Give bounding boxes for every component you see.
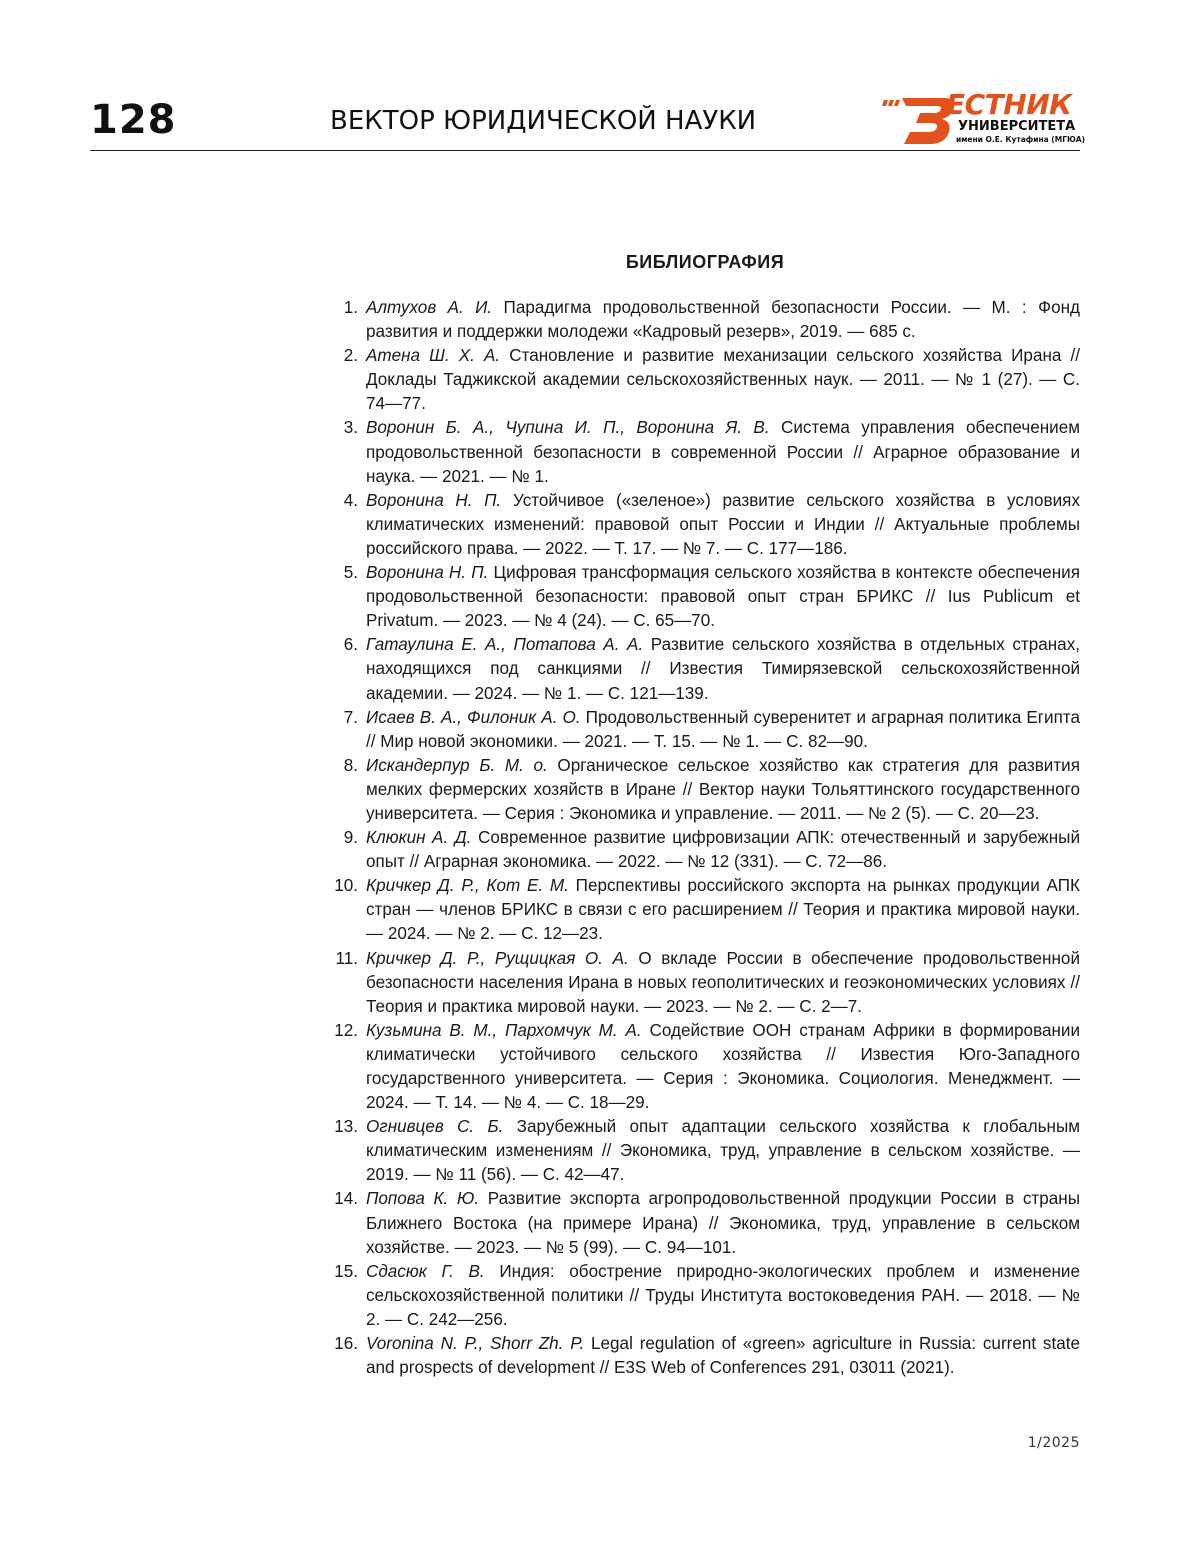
page-number: 128 [90,97,177,143]
reference-number: 6. [343,635,358,655]
reference-number: 12. [334,1020,358,1040]
reference-number: 15. [334,1261,358,1281]
reference-authors: Гатаулина Е. А., Потапова А. А. [366,635,644,655]
reference-authors: Кричкер Д. Р., Кот Е. М. [366,876,569,896]
bibliography-item [324,416,1080,488]
reference-text [366,1332,1080,1380]
bibliography-item [324,489,1080,561]
reference-body: Содействие ООН странам Африки в формировании климатически устойчивого сельского хозяйства // Известия Юго-Западного государственного университета. — Серия : Экономика. Социология. Менеджмент. — 2024. — Т. 14. — № 4. — С. 18—29. [366,1020,1080,1113]
reference-text [366,344,1080,416]
reference-body: Индия: обострение природно-экологических проблем и изменение сельскохозяйственной политики // Труды Института востоковедения РАН. — 2018. — № 2. — С. 242—256. [366,1261,1080,1329]
reference-body: Система управления обеспечением продовольственной безопасности в современной России // Аграрное образование и наука. — 2021. — № 1. [366,418,1080,486]
reference-body: Цифровая трансформация сельского хозяйства в контексте обеспечения продовольственной безопасности: правовой опыт стран БРИКС // Ius Publicum et Privatum. — 2023. — № 4 (24). — С. 65—70. [366,563,1080,631]
reference-number: 8. [343,755,358,775]
logo-university: УНИВЕРСИТЕТА [958,119,1076,134]
reference-body: Развитие сельского хозяйства в отдельных странах, находящихся под санкциями // Известия Тимирязевской сельскохозяйственной академии. — 2024. — № 1. — С. 121—139. [366,635,1080,703]
reference-body: Органическое сельское хозяйство как стратегия для развития мелких фермерских хозяйств в Иране // Вектор науки Тольяттинского государственного университета. — Серия : Экономика и управление. — 2011. — № 2 (5). — С. 20—23. [366,755,1080,823]
reference-text [366,489,1080,561]
reference-text [366,416,1080,488]
reference-body: Перспективы российского экспорта на рынках продукции АПК стран — членов БРИКС в связи с его расширением // Теория и практика мировой науки. — 2024. — № 2. — С. 12—23. [366,876,1080,944]
reference-number: 10. [334,876,358,896]
bibliography-item [324,706,1080,754]
reference-number: 16. [334,1334,358,1354]
bibliography-item [324,1260,1080,1332]
reference-text [366,296,1080,344]
reference-number: 11. [335,948,358,968]
reference-body: Legal regulation of «green» agriculture in Russia: current state and prospects of development // E3S Web of Conferences 291, 03011 (2021). [366,1334,1080,1378]
reference-authors: Кузьмина В. М., Пархомчук М. А. [366,1020,642,1040]
reference-authors: Атена Ш. Х. А. [366,346,501,366]
vestnik-logo [882,88,1086,148]
reference-number: 9. [343,828,358,848]
bibliography-item [324,1332,1080,1380]
reference-authors: Искандерпур Б. М. о. [366,755,548,775]
reference-body: Становление и развитие механизации сельского хозяйства Ирана // Доклады Таджикской академии сельскохозяйственных наук. — 2011. — № 1 (27). — С. 74—77. [366,346,1080,414]
reference-authors: Сдасюк Г. В. [366,1261,485,1281]
bibliography-item [324,633,1080,705]
reference-text [366,561,1080,633]
issue-number: 1/2025 [1027,1435,1080,1451]
header-divider [90,150,1080,151]
bibliography-item [324,947,1080,1019]
reference-body: Устойчивое («зеленое») развитие сельского хозяйства в условиях климатических изменений: правовой опыт России и Индии // Актуальные проблемы российского права. — 2022. — Т. 17. — № 7. — С. 177—186. [366,490,1080,558]
reference-body: Продовольственный суверенитет и аграрная политика Египта // Мир новой экономики. — 2021. — Т. 15. — № 1. — С. 82—90. [366,707,1080,751]
reference-text [366,826,1080,874]
reference-text [366,1019,1080,1115]
reference-text [366,633,1080,705]
reference-number: 7. [343,707,358,727]
bibliography-title: БИБЛИОГРАФИЯ [625,252,785,272]
reference-body: О вкладе России в обеспечение продовольственной безопасности населения Ирана в новых геополитических и геоэкономических условиях // Теория и практика мировой науки. — 2023. — № 2. — С. 2—7. [366,948,1080,1016]
reference-number: 3. [343,418,358,438]
bibliography-item [324,754,1080,826]
bibliography-item [324,826,1080,874]
reference-number: 5. [343,563,358,583]
reference-body: Развитие экспорта агропродовольственной продукции России в страны Ближнего Востока (на примере Ирана) // Экономика, труд, управление в сельском хозяйстве. — 2023. — № 5 (99). — С. 94—101. [366,1189,1080,1257]
reference-authors: Воронина Н. П. [366,563,489,583]
bibliography-item [324,1187,1080,1259]
logo-word: ЕСТНИК [946,88,1072,121]
reference-number: 14. [334,1189,358,1209]
reference-authors: Огнивцев С. Б. [366,1117,504,1137]
reference-text [366,947,1080,1019]
logo-subtitle: имени О.Е. Кутафина (МГЮА) [956,135,1086,144]
bibliography-item [324,561,1080,633]
reference-number: 1. [343,298,358,317]
reference-text [366,1260,1080,1332]
reference-text [366,706,1080,754]
reference-body: Парадигма продовольственной безопасности России. — М. : Фонд развития и поддержки молодежи «Кадровый резерв», 2019. — 685 с. [366,298,1080,342]
reference-text [366,874,1080,946]
bibliography-item [324,296,1080,344]
reference-text [366,1115,1080,1187]
reference-authors: Воронина Н. П. [366,490,502,510]
reference-authors: Voronina N. P., Shorr Zh. P. [366,1334,585,1354]
bibliography-item [324,874,1080,946]
reference-text [366,754,1080,826]
reference-authors: Попова К. Ю. [366,1189,480,1209]
bibliography-item [324,344,1080,416]
reference-body: Зарубежный опыт адаптации сельского хозяйства к глобальным климатическим изменениям // Экономика, труд, управление в сельском хозяйстве. — 2019. — № 11 (56). — С. 42—47. [366,1117,1081,1185]
running-title: ВЕКТОР ЮРИДИЧЕСКОЙ НАУКИ [330,106,757,136]
bibliography-item [324,1115,1080,1187]
reference-authors: Воронин Б. А., Чупина И. П., Воронина Я. В. [366,418,770,438]
reference-number: 4. [343,490,358,510]
bibliography-item [324,1019,1080,1115]
reference-body: Современное развитие цифровизации АПК: отечественный и зарубежный опыт // Аграрная экономика. — 2022. — № 12 (331). — С. 72—86. [366,828,1080,872]
reference-authors: Исаев В. А., Филоник А. О. [366,707,581,727]
reference-authors: Алтухов А. И. [366,298,493,317]
reference-number: 13. [334,1117,358,1137]
reference-authors: Клюкин А. Д. [366,828,472,848]
reference-authors: Кричкер Д. Р., Рущицкая О. А. [366,948,629,968]
bibliography-list [324,296,1080,1380]
reference-number: 2. [343,346,358,366]
reference-text [366,1187,1080,1259]
